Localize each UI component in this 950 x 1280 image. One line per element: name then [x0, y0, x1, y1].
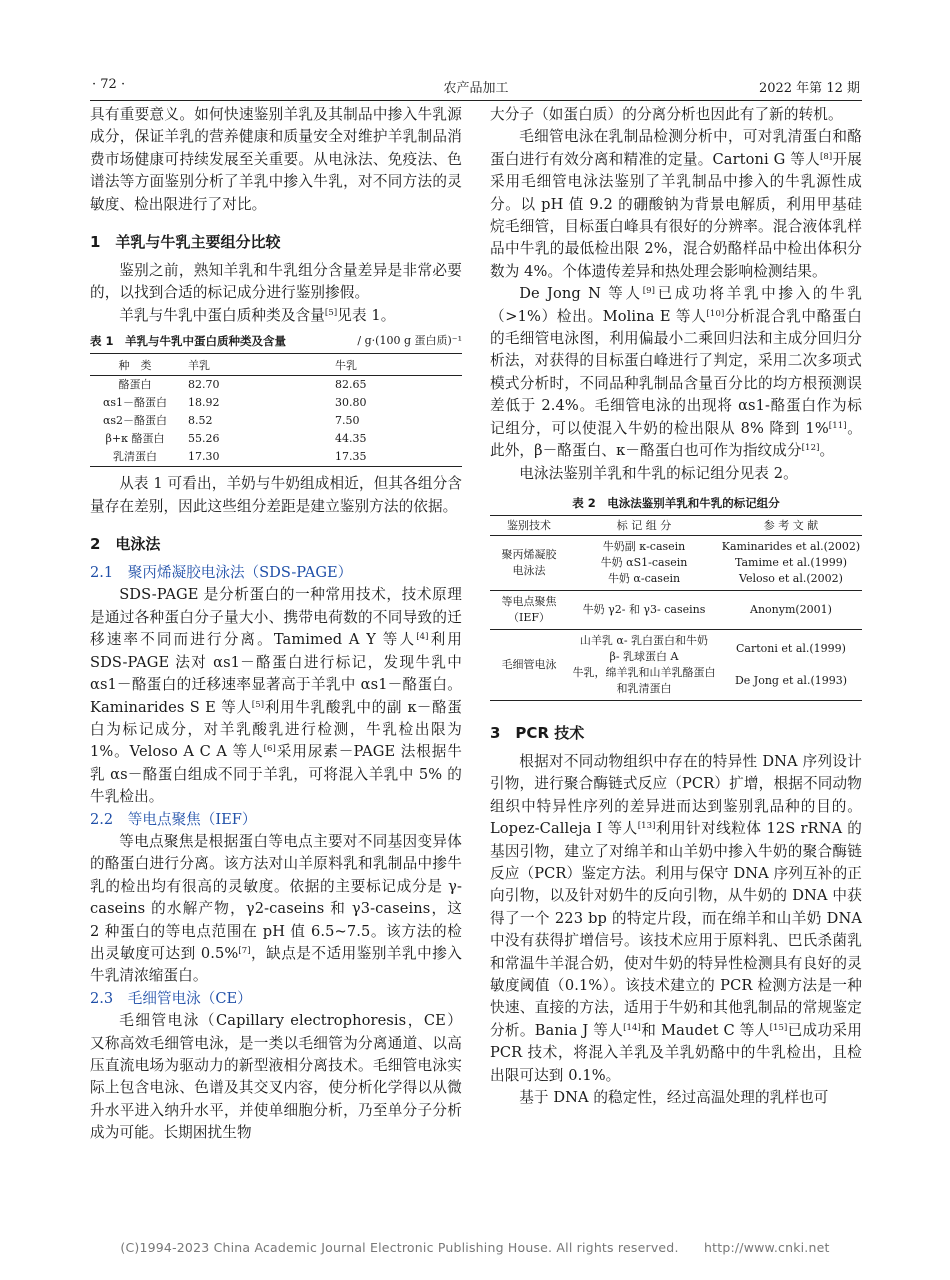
- table-header-cell: 鉴别技术: [490, 515, 568, 535]
- table-header-row: [90, 354, 462, 376]
- ce-paragraph-1: 毛细管电泳在乳制品检测分析中，可对乳清蛋白和酪蛋白进行有效分离和精准的定量。Cartoni G 等人[8]开展采用毛细管电泳法鉴别了羊乳制品中掺入的牛乳源性成分。以 pH 值 9.2 的硼酸钠为背景电解质，利用甲基硅烷毛细管，目标蛋白峰具有很好的分辨率。混合液体乳样品中牛乳的最低检出限 2%，混合奶酪样品中检出体积分数为 4%。个体遗传差异和热处理会影响检测结果。: [490, 128, 862, 280]
- citation: [5]: [324, 307, 338, 318]
- table-row: 毛细管电泳 山羊乳 α- 乳白蛋白和牛奶 β- 乳球蛋白 A 牛乳，绵羊乳和山羊乳酪蛋白 和乳清蛋白 Cartoni et al.(1999) De Jong et al.(1993): [490, 629, 862, 700]
- citation: [6]: [263, 744, 276, 755]
- right-column: [490, 104, 862, 1109]
- table-header-cell: 参 考 文 献: [720, 515, 862, 535]
- citation: [4]: [416, 632, 429, 643]
- section-2-2-paragraph: 等电点聚焦是根据蛋白等电点主要对不同基因变异体的酪蛋白进行分离。该方法对山羊原料乳和乳制品中掺牛乳的检出均有很高的灵敏度。依据的主要标记成分是 γ-caseins 的水解产物，γ2-caseins 和 γ3-caseins，这 2 种蛋白的等电点范围在 pH 值 6.5~7.5。该方法的检出灵敏度可达到 0.5%[7]，缺点是不适用鉴别羊乳中掺入牛乳清浓缩蛋白。: [90, 832, 462, 985]
- table-row: 等电点聚焦 （IEF） 牛奶 γ2- 和 γ3- caseins Anonym(2001): [490, 590, 862, 629]
- section-2-3-paragraph: 毛细管电泳（Capillary electrophoresis，CE）又称高效毛细管电泳，是一类以毛细管为分离通道、以高压直流电场为驱动力的新型液相分离技术。毛细管电泳实际上包含电泳、色谱及其交叉内容，使分析化学得以从微升水平进入纳升水平，并使单细胞分析，乃至单分子分析成为可能。长期困扰生物: [90, 1012, 462, 1142]
- citation: [13]: [637, 821, 656, 832]
- table-header-row: [490, 515, 862, 535]
- citation: [9]: [642, 286, 656, 297]
- citation: [14]: [623, 1022, 641, 1033]
- citation: [11]: [828, 420, 847, 431]
- table-1-caption: 表 1 羊乳与牛乳中蛋白质种类及含量 / g·(100 g 蛋白质)⁻¹: [90, 331, 462, 351]
- section-2-2-title: 2.2 等电点聚焦（IEF）: [90, 810, 257, 828]
- page-header: [90, 74, 862, 100]
- table-row: αs1－酪蛋白 18.92 30.80: [102, 396, 367, 410]
- intro-paragraph: 具有重要意义。如何快速鉴别羊乳及其制品中掺入牛乳源成分，保证羊乳的营养健康和质量安全对维护羊乳制品消费市场健康可持续发展至关重要。从电泳法、免疫法、色谱法等方面鉴别分析了羊乳中掺入牛乳，对不同方法的灵敏度、检出限进行了对比。: [90, 106, 462, 213]
- section-3-paragraph-1: 根据对不同动物组织中存在的特异性 DNA 序列设计引物，进行聚合酶链式反应（PCR）扩增，根据不同动物组织中特异性序列的差异进而达到鉴别乳品种的目的。Lopez-Calleja I 等人[13]利用针对线粒体 12S rRNA 的基因引物，建立了对绵羊和山羊奶中掺入牛奶的聚合酶链反应（PCR）鉴定方法。利用与保守 DNA 序列互补的正向引物，以及针对奶牛的反向引物，从牛奶的 DNA 中获得了一个 223 bp 的特定片段，而在绵羊和山羊奶 DNA 中没有获得扩增信号。该技术应用于原料乳、巴氏杀菌乳和常温牛羊混合奶，使对牛奶的特异性检测具有良好的灵敏度阈值（0.1%）。该技术建立的 PCR 检测方法是一种快速、直接的方法，适用于牛奶和其他乳制品的常规鉴定分析。Bania J 等人[14]和 Maudet C 等人[15]已成功采用 PCR 技术，将混入羊乳及羊乳奶酪中的牛乳检出，且检出限可达到 0.1%。: [490, 752, 863, 1084]
- section-1-paragraph-1: 鉴别之前，熟知羊乳和牛乳组分含量差异是非常必要的，以找到合适的标记成分进行鉴别掺假。: [90, 262, 462, 302]
- table-row: 聚丙烯凝胶 电泳法 牛奶副 κ-casein 牛奶 αS1-casein 牛奶 α-casein Kaminarides et al.(2002) Tamime et al.(1999) Veloso et al.(2002): [490, 535, 862, 590]
- section-2-3-title: 2.3 毛细管电泳（CE）: [90, 989, 252, 1007]
- table-1: [90, 353, 462, 467]
- table-1-unit: / g·(100 g 蛋白质)⁻¹: [357, 334, 462, 348]
- section-1-paragraph-3: 从表 1 可看出，羊奶与牛奶组成相近，但其各组分含量存在差别，因此这些组分差距是建立鉴别方法的依据。: [90, 475, 462, 515]
- citation: [7]: [238, 945, 251, 956]
- section-2-1-title: 2.1 聚丙烯凝胶电泳法（SDS-PAGE）: [90, 564, 353, 582]
- section-3-paragraph-2: 基于 DNA 的稳定性，经过高温处理的乳样也可: [519, 1089, 829, 1106]
- ce-paragraph-3: 电泳法鉴别羊乳和牛乳的标记组分见表 2。: [519, 464, 798, 482]
- copyright-footer: (C)1994-2023 China Academic Journal Electronic Publishing House. All rights reserved. http://www.cnki.net: [120, 1240, 830, 1255]
- citation: [8]: [819, 151, 833, 162]
- section-1-paragraph-2: 羊乳与牛乳中蛋白质种类及含量[5]见表 1。: [119, 306, 396, 324]
- table-header-cell: 羊乳: [180, 354, 321, 376]
- table-header-cell: 标 记 组 分: [568, 515, 720, 535]
- section-2-title: 2 电泳法: [90, 535, 161, 554]
- left-column: [90, 104, 462, 1145]
- header-rule: [90, 100, 862, 101]
- continued-paragraph: 大分子（如蛋白质）的分离分析也因此有了新的转机。: [490, 106, 843, 123]
- citation: [12]: [801, 443, 820, 454]
- section-3-title: 3 PCR 技术: [490, 723, 585, 742]
- citation: [15]: [769, 1022, 788, 1033]
- table-row: 酪蛋白 82.70 82.65: [118, 378, 367, 392]
- journal-name: 农产品加工: [443, 81, 509, 96]
- page-number: · 72 ·: [92, 77, 126, 92]
- table-2: [490, 515, 862, 701]
- table-row: 乳清蛋白 17.30 17.35: [90, 448, 462, 467]
- table-row: β+κ 酪蛋白 55.26 44.35: [105, 432, 367, 446]
- table-header-cell: 种 类: [90, 354, 180, 376]
- citation: [5]: [251, 699, 265, 710]
- table-row: αs2－酪蛋白 8.52 7.50: [102, 414, 360, 428]
- citation: [10]: [706, 308, 725, 319]
- ce-paragraph-2: De Jong N 等人[9]已成功将羊乳中掺入的牛乳（>1%）检出。Molina E 等人[10]分析混合乳中酪蛋白的毛细管电泳图，利用偏最小二乘回归法和主成分回归分析法，对获得的目标蛋白峰进行了判定，采用二次多项式模式分析时，不同品种乳制品含量百分比的均方根预测误差低于 2.4%。毛细管电泳的出现将 αs1-酪蛋白作为标记组分，可以使混入牛奶的检出限从 8% 降到 1%[11]。此外，β－酪蛋白、κ－酪蛋白也可作为指纹成分[12]。: [490, 285, 863, 460]
- section-2-1-paragraph: SDS-PAGE 是分析蛋白的一种常用技术，技术原理是通过各种蛋白分子量大小、携带电荷数的不同导致的迁移速率不同而进行分离。Tamimed A Y 等人[4]利用 SDS-PAGE 法对 αs1－酪蛋白进行标记，发现牛乳中 αs1－酪蛋白的迁移速率显著高于羊乳中 αs1－酪蛋白。Kaminarides S E 等人[5]利用牛乳酸乳中的副 κ－酪蛋白为标记成分，对羊乳酸乳进行检测，牛乳检出限为 1%。Veloso A C A 等人[6]采用尿素－PAGE 法根据牛乳 αs－酪蛋白组成不同于羊乳，可将混入羊乳中 5% 的牛乳检出。: [90, 586, 463, 806]
- issue-label: 2022 年第 12 期: [758, 81, 860, 96]
- table-header-cell: 牛乳: [321, 354, 462, 376]
- table-2-caption: 表 2 电泳法鉴别羊乳和牛乳的标记组分: [572, 495, 780, 510]
- section-1-title: 1 羊乳与牛乳主要组分比较: [90, 233, 281, 252]
